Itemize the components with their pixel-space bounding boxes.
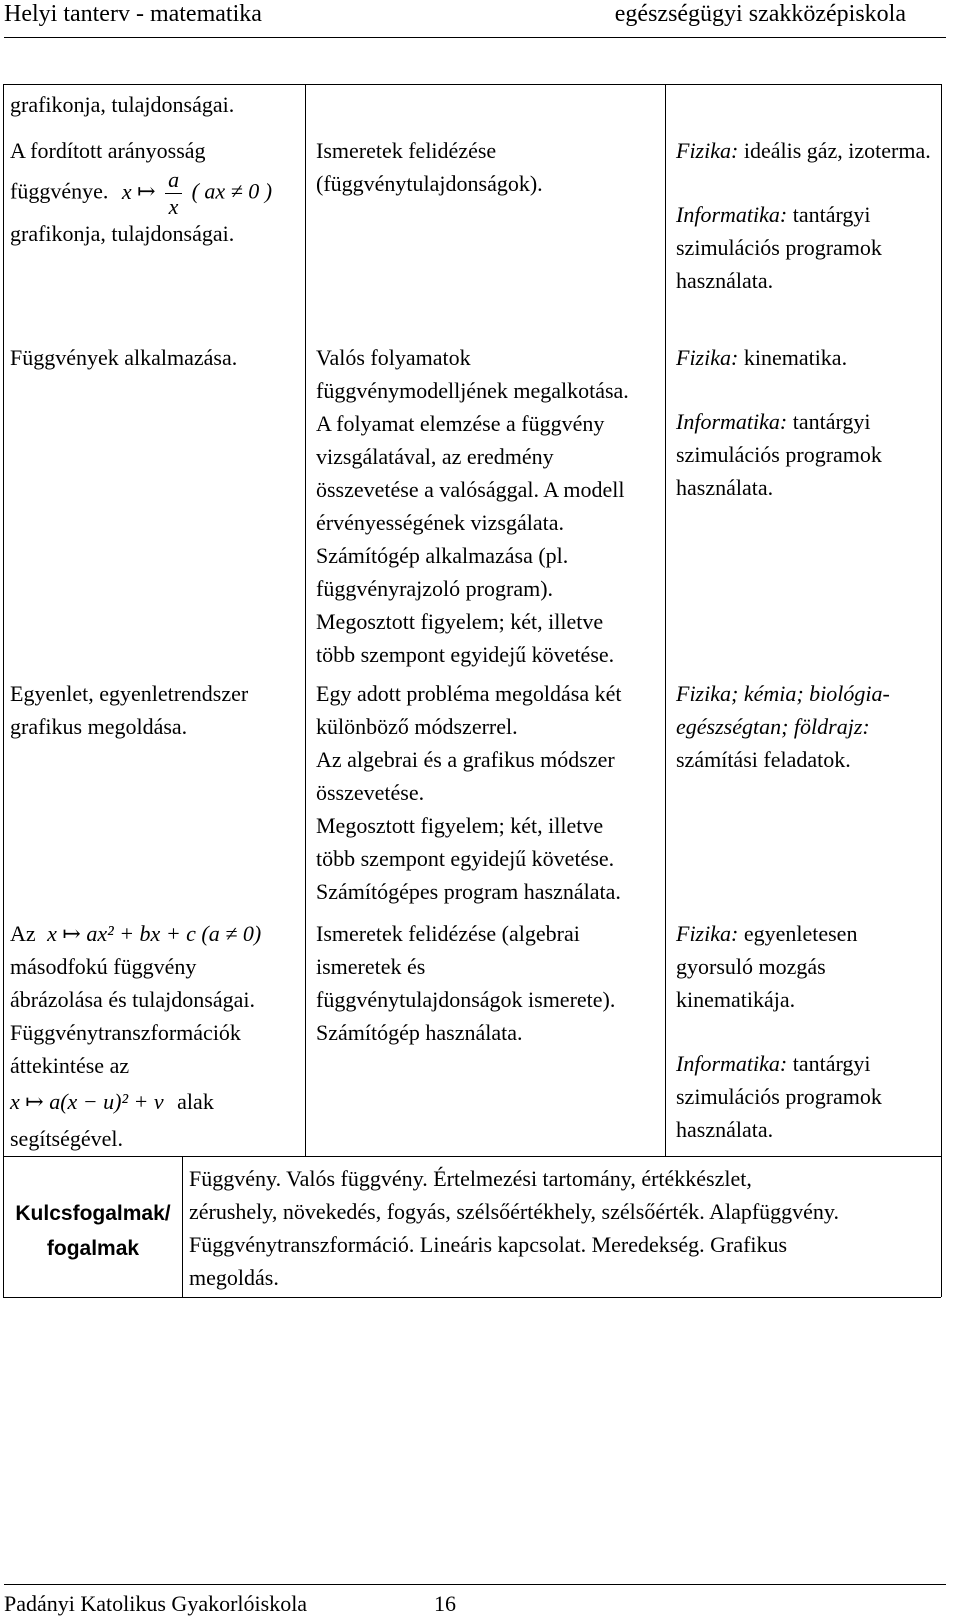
column-divider-1 [305,84,306,1156]
link-text: ideális gáz, izoterma. [743,138,931,163]
key-concepts-line: zérushely, növekedés, fogyás, szélsőértékhely, szélsőérték. Alapfüggvény. [189,1199,839,1224]
skills-text: Ismeretek felidézése [316,138,497,163]
skills-text: Ismeretek felidézése (algebrai [316,921,580,946]
subject-label: Informatika: [676,202,788,227]
key-concepts-line: Függvény. Valós függvény. Értelmezési tartomány, értékkészlet, [189,1166,752,1191]
page-header [4,0,946,32]
link-text: kinematika. [743,345,848,370]
skills-text: függvénytulajdonságok ismerete). [316,987,616,1012]
footer-rule [4,1584,946,1585]
topic-text: segítségével. [10,1126,124,1151]
subject-label: Fizika: [676,138,739,163]
topic-cell-reciprocal [10,134,300,250]
skills-text: összevetése a valósággal. A modell [316,477,625,502]
column-divider-2 [665,84,666,1156]
formula-condition: ( ax ≠ 0 ) [191,178,273,204]
links-cell-reciprocal [676,134,936,297]
key-concepts-line: megoldás. [189,1265,279,1290]
links-cell-equations [676,677,936,776]
skills-text: Megosztott figyelem; két, illetve [316,609,604,634]
subject-label: Informatika: [676,1051,788,1076]
table-right-border [941,84,942,1297]
skills-text: vizsgálatával, az eredmény [316,444,554,469]
topic-text: A fordított arányosság [10,138,206,163]
topic-text: Az [10,921,36,946]
transformation-formula: x ↦ a(x − u)² + v [10,1089,164,1114]
skills-cell-equations [316,677,661,908]
subject-label: Fizika: [676,345,739,370]
topic-text: grafikus megoldása. [10,714,188,739]
page-number: 16 [434,1591,456,1616]
links-cell-quadratic [676,917,936,1146]
table-bottom-border [3,1297,941,1298]
skills-text: összevetése. [316,780,425,805]
skills-text: A folyamat elemzése a függvény [316,411,605,436]
topic-text: ábrázolása és tulajdonságai. [10,987,255,1012]
topic-text: grafikonja, tulajdonságai. [10,221,235,246]
skills-text: Egy adott probléma megoldása két [316,681,622,706]
topic-cell-equations [10,677,300,743]
link-text: tantárgyi szimulációs programok használata. [676,1051,882,1142]
subject-label: Fizika: [676,921,739,946]
key-concepts-line: Függvénytranszformáció. Lineáris kapcsolat. Meredekség. Grafikus [189,1232,788,1257]
formula-fraction [165,167,182,220]
table-top-border [3,84,941,85]
skills-text: (függvénytulajdonságok). [316,171,543,196]
skills-text: Az algebrai és a grafikus módszer [316,747,615,772]
key-concepts-top-border [3,1156,941,1157]
link-text: tantárgyi szimulációs programok használata. [676,409,882,500]
link-text: tantárgyi szimulációs programok használata. [676,202,882,293]
topic-cell-continued [10,88,300,121]
subject-label: egészségtan; földrajz: [676,714,870,739]
footer-school: Padányi Katolikus Gyakorlóiskola [4,1591,308,1616]
topic-text: Függvények alkalmazása. [10,345,238,370]
skills-text: Számítógép alkalmazása (pl. [316,543,569,568]
key-concepts-text [189,1162,941,1294]
skills-text: ismeretek és [316,954,426,979]
maps-to-symbol: ↦ [137,178,156,204]
quadratic-formula: x ↦ ax² + bx + c (a ≠ 0) [47,921,262,946]
skills-cell-reciprocal [316,134,656,200]
header-rule [4,37,946,38]
key-concepts-label-line: fogalmak [46,1237,140,1260]
links-cell-applications [676,341,936,504]
skills-text: érvényességének vizsgálata. [316,510,564,535]
skills-text: függvényrajzoló program). [316,576,554,601]
skills-text: különböző módszerrel. [316,714,518,739]
skills-text: Számítógépes program használata. [316,879,621,904]
link-text: számítási feladatok. [676,747,851,772]
skills-text: több szempont egyidejű követése. [316,642,615,667]
key-concepts-label-line: Kulcsfogalmak/ [15,1202,171,1225]
fraction-denominator: x [168,194,179,219]
topic-text: másodfokú függvény [10,954,197,979]
key-concepts-divider [182,1156,183,1297]
page-footer [4,1590,946,1618]
skills-cell-quadratic [316,917,661,1049]
subject-label: Informatika: [676,409,788,434]
skills-cell-applications [316,341,661,671]
topic-text: áttekintése az [10,1053,130,1078]
topic-text: alak [177,1089,214,1114]
skills-text: Számítógép használata. [316,1020,523,1045]
topic-text: grafikonja, tulajdonságai. [10,92,235,117]
skills-text: Valós folyamatok [316,345,471,370]
topic-text: Függvénytranszformációk [10,1020,241,1045]
key-concepts-label [6,1196,180,1266]
topic-text: Egyenlet, egyenletrendszer [10,681,249,706]
skills-text: Megosztott figyelem; két, illetve [316,813,604,838]
skills-text: több szempont egyidejű követése. [316,846,615,871]
subject-label: Fizika; kémia; biológia- [676,681,890,706]
topic-cell-quadratic [10,917,302,1155]
topic-cell-applications [10,341,300,374]
fraction-numerator: a [165,167,182,194]
topic-text: függvénye. [10,178,109,204]
skills-text: függvénymodelljének megalkotása. [316,378,629,403]
link-text: egyenletesen gyorsuló mozgás kinematikája. [676,921,858,1012]
header-title: Helyi tanterv - matematika [4,1,262,27]
header-school-type: egészségügyi szakközépiskola [614,1,906,27]
table-left-border [3,84,4,1297]
formula-variable: x [121,178,132,204]
